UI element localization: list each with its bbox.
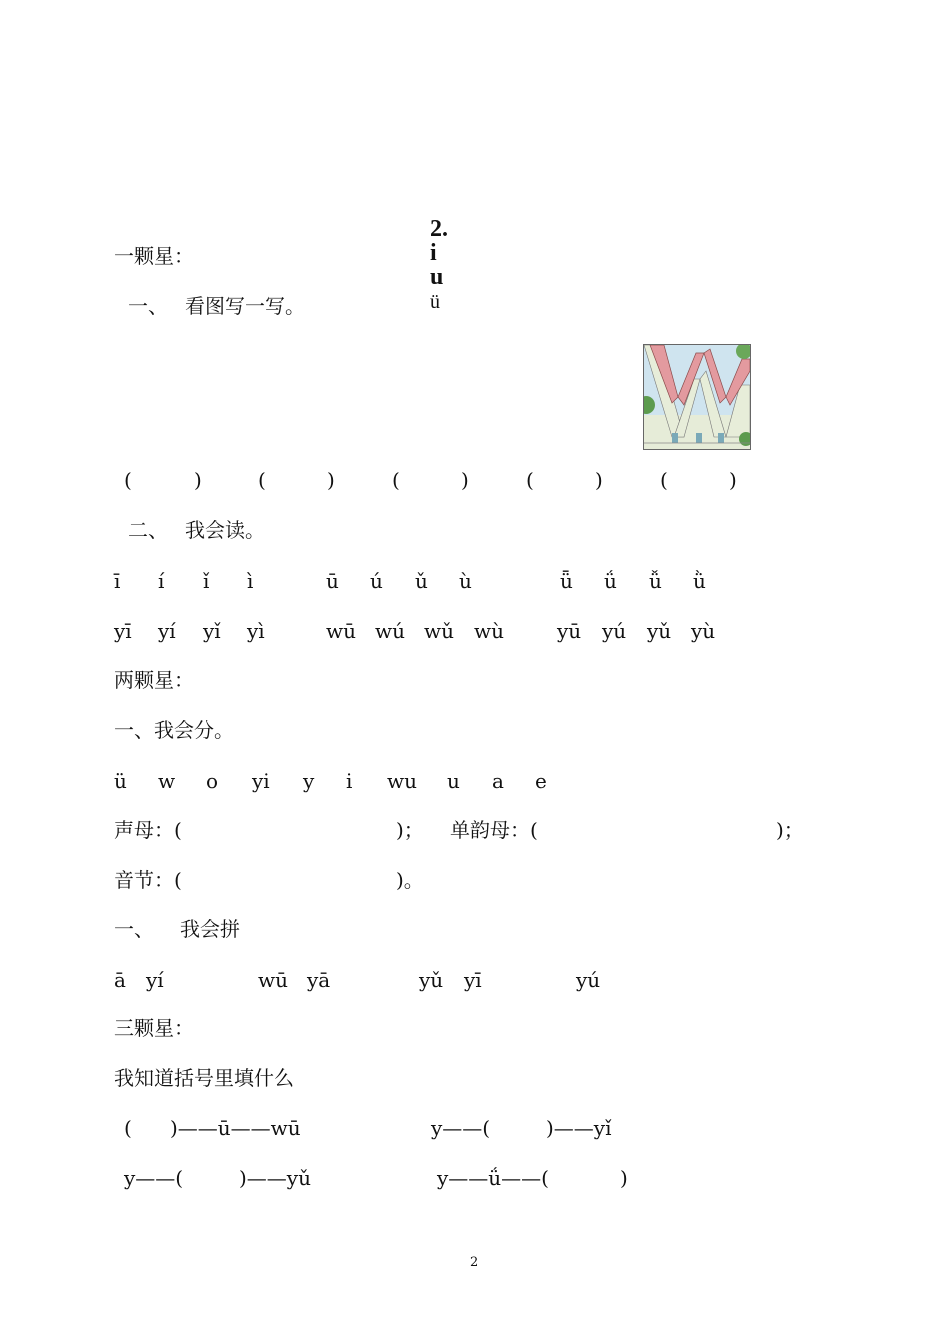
q2-label: 二、 xyxy=(128,518,168,542)
tone-mark: ú xyxy=(370,569,383,593)
syllable: wú xyxy=(375,619,405,643)
syllable: wù xyxy=(474,619,504,643)
syllable: yú xyxy=(602,619,627,643)
fill-lead: y——( xyxy=(431,1116,491,1140)
spell-word: yī xyxy=(464,968,482,992)
title-letter-i: i xyxy=(430,240,437,266)
spell-word: wū xyxy=(258,968,288,992)
syllable: wū xyxy=(326,619,356,643)
tone-mark: ù xyxy=(459,569,472,593)
blank-close: ) xyxy=(327,468,335,492)
yinjie-close: )。 xyxy=(396,868,424,892)
classify-item: yi xyxy=(252,769,270,793)
spell-word: yǔ xyxy=(419,968,444,992)
syllable: yí xyxy=(158,619,176,643)
yinjie-label: 音节：( xyxy=(114,868,182,892)
tone-mark: ǐ xyxy=(203,569,210,593)
syllable: yǔ xyxy=(647,619,672,643)
fill-rest: )——yǔ xyxy=(239,1166,311,1190)
blank-close: ) xyxy=(595,468,603,492)
fill-close: ) xyxy=(620,1166,628,1190)
shengmu-close: )； xyxy=(396,818,424,842)
fill-prompt: 我知道括号里填什么 xyxy=(114,1066,294,1090)
q1-label: 一、 xyxy=(128,294,168,318)
classify-item: e xyxy=(535,769,547,793)
spell-word: yā xyxy=(307,968,331,992)
section-two-star-heading: 两颗星： xyxy=(114,668,194,692)
blank-close: ) xyxy=(729,468,737,492)
blank-open: ( xyxy=(124,468,132,492)
syllable: yǐ xyxy=(203,619,221,643)
classify-item: y xyxy=(303,769,315,793)
syllable: yū xyxy=(557,619,582,643)
tone-mark: í xyxy=(158,569,165,593)
classify-item: o xyxy=(206,769,219,793)
classify-item: ü xyxy=(114,769,127,793)
tone-mark: ǚ xyxy=(649,569,662,593)
classify-item: u xyxy=(447,769,460,793)
classify-item: i xyxy=(346,769,353,793)
fill-open: ( xyxy=(124,1116,132,1140)
q1-text: 看图写一写。 xyxy=(185,294,305,318)
blank-close: ) xyxy=(194,468,202,492)
tone-mark: ū xyxy=(326,569,339,593)
spell-question-text: 我会拼 xyxy=(180,917,240,941)
title-letter-v: ü xyxy=(430,291,440,313)
syllable: wǔ xyxy=(424,619,454,643)
shengmu-label: 声母：( xyxy=(114,818,182,842)
blank-close: ) xyxy=(461,468,469,492)
tone-mark: ǔ xyxy=(415,569,428,593)
blank-open: ( xyxy=(660,468,668,492)
spell-word: ā xyxy=(114,968,126,992)
blank-open: ( xyxy=(526,468,534,492)
page-title xyxy=(418,193,461,314)
fill-rest: )——ū——wū xyxy=(170,1116,301,1140)
syllable: yī xyxy=(114,619,132,643)
classify-question: 一、我会分。 xyxy=(114,718,234,742)
spell-word: yí xyxy=(146,968,164,992)
section-one-star-heading: 一颗星： xyxy=(114,244,194,268)
section-three-star-heading: 三颗星： xyxy=(114,1016,194,1040)
fill-lead: y——ǘ——( xyxy=(437,1166,549,1190)
tone-mark: ǜ xyxy=(693,569,706,593)
fill-rest: )——yǐ xyxy=(546,1116,612,1140)
tone-mark: ǖ xyxy=(560,569,573,593)
yunmu-close: )； xyxy=(776,818,804,842)
title-number: 2. xyxy=(430,216,448,242)
syllable: yù xyxy=(691,619,716,643)
page-number: 2 xyxy=(470,1255,479,1270)
classify-item: wu xyxy=(387,769,417,793)
letter-w-building-icon xyxy=(643,344,751,450)
q2-text: 我会读。 xyxy=(185,518,265,542)
classify-item: a xyxy=(492,769,504,793)
tone-mark: ì xyxy=(247,569,254,593)
syllable: yì xyxy=(247,619,265,643)
fill-lead: y——( xyxy=(124,1166,184,1190)
spell-word: yú xyxy=(576,968,601,992)
tone-mark: ī xyxy=(114,569,121,593)
yunmu-label: 单韵母：( xyxy=(450,818,538,842)
classify-item: w xyxy=(158,769,176,793)
tone-mark: ǘ xyxy=(604,569,617,593)
title-letter-u: u xyxy=(430,264,444,290)
spell-question-label: 一、 xyxy=(114,917,154,941)
blank-open: ( xyxy=(392,468,400,492)
blank-open: ( xyxy=(258,468,266,492)
